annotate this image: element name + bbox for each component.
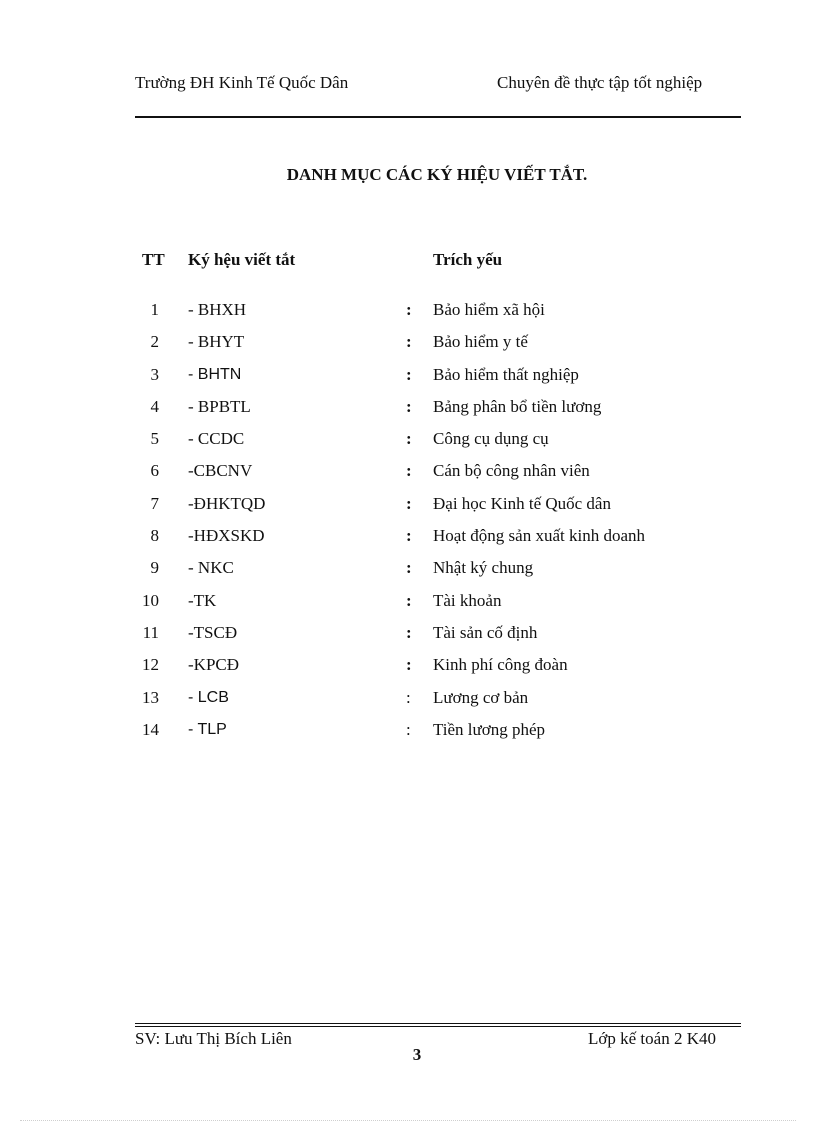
page-edge-divider bbox=[20, 1120, 796, 1121]
list-item bbox=[0, 526, 816, 558]
row-number: 2 bbox=[150, 332, 159, 352]
row-abbreviation: - BPBTL bbox=[188, 396, 251, 416]
page-number: 3 bbox=[412, 1045, 422, 1064]
row-separator: : bbox=[406, 300, 412, 319]
footer-divider-second bbox=[135, 1026, 741, 1027]
column-header-tt: TT bbox=[142, 250, 165, 269]
row-number: 13 bbox=[142, 687, 159, 707]
row-number: 7 bbox=[150, 493, 159, 513]
row-description: Bảo hiểm y tế bbox=[433, 332, 528, 352]
row-separator: : bbox=[406, 719, 411, 739]
row-separator: : bbox=[406, 364, 412, 384]
row-separator: : bbox=[406, 655, 412, 675]
row-abbreviation: -CBCNV bbox=[188, 461, 253, 481]
row-description: Lương cơ bản bbox=[433, 687, 529, 707]
list-item bbox=[0, 300, 816, 332]
row-separator: : bbox=[406, 590, 412, 610]
row-separator: : bbox=[406, 461, 412, 481]
row-abbreviation: -HĐXSKD bbox=[188, 526, 265, 546]
list-item bbox=[0, 591, 816, 623]
row-separator: : bbox=[406, 429, 412, 449]
row-number: 4 bbox=[150, 396, 159, 416]
list-item bbox=[0, 494, 816, 526]
row-number: 5 bbox=[150, 429, 159, 449]
row-description: Đại học Kinh tế Quốc dân bbox=[433, 493, 611, 513]
abbreviation-list bbox=[0, 300, 816, 752]
list-item bbox=[0, 365, 816, 397]
row-description: Tiền lương phép bbox=[433, 719, 546, 739]
row-number: 11 bbox=[142, 622, 159, 642]
row-description: Bảo hiểm thất nghiệp bbox=[433, 364, 579, 384]
row-number: 9 bbox=[150, 558, 159, 578]
footer-divider bbox=[135, 1023, 741, 1024]
row-separator: : bbox=[406, 687, 411, 707]
row-number: 14 bbox=[142, 719, 159, 739]
row-description: Hoạt động sản xuất kinh doanh bbox=[433, 526, 645, 546]
row-abbreviation: -ĐHKTQD bbox=[188, 493, 266, 513]
row-abbreviation: - CCDC bbox=[188, 429, 245, 449]
row-separator: : bbox=[406, 622, 412, 642]
footer-class-name: Lớp kế toán 2 K40 bbox=[588, 1029, 716, 1048]
row-description: Tài sản cố định bbox=[433, 622, 538, 642]
footer-student-name: SV: Lưu Thị Bích Liên bbox=[135, 1029, 292, 1048]
column-header-description: Trích yếu bbox=[433, 250, 503, 269]
row-number: 3 bbox=[150, 364, 159, 384]
row-description: Công cụ dụng cụ bbox=[433, 429, 549, 449]
row-description: Bảng phân bổ tiền lương bbox=[433, 396, 602, 416]
row-abbreviation: - BHYT bbox=[188, 332, 245, 352]
row-description: Bảo hiểm xã hội bbox=[433, 300, 545, 319]
header-report-title: Chuyên đề thực tập tốt nghiệp bbox=[497, 73, 703, 92]
page-title: DANH MỤC CÁC KÝ HIỆU VIẾT TẮT. bbox=[286, 165, 588, 184]
row-number: 1 bbox=[150, 300, 159, 319]
row-separator: : bbox=[406, 396, 412, 416]
row-separator: : bbox=[406, 332, 412, 352]
row-abbreviation: - NKC bbox=[188, 558, 234, 578]
row-number: 6 bbox=[150, 461, 159, 481]
row-separator: : bbox=[406, 526, 412, 546]
row-abbreviation: - LCB bbox=[188, 688, 229, 706]
row-abbreviation: - BHTN bbox=[188, 365, 242, 383]
row-abbreviation: - BHXH bbox=[188, 300, 247, 319]
row-abbreviation: -KPCĐ bbox=[188, 655, 240, 675]
row-separator: : bbox=[406, 493, 412, 513]
list-item bbox=[0, 688, 816, 720]
row-abbreviation: - TLP bbox=[188, 720, 227, 738]
list-item bbox=[0, 720, 816, 752]
row-number: 10 bbox=[142, 590, 159, 610]
list-item bbox=[0, 461, 816, 493]
row-description: Cán bộ công nhân viên bbox=[433, 461, 590, 481]
row-number: 8 bbox=[150, 526, 159, 546]
row-description: Tài khoản bbox=[433, 590, 502, 610]
list-item bbox=[0, 558, 816, 590]
row-description: Nhật ký chung bbox=[433, 558, 534, 578]
list-item bbox=[0, 655, 816, 687]
row-separator: : bbox=[406, 558, 412, 578]
list-item bbox=[0, 397, 816, 429]
list-item bbox=[0, 623, 816, 655]
list-item bbox=[0, 332, 816, 364]
column-header-abbreviation: Ký hệu viết tắt bbox=[188, 250, 296, 269]
row-description: Kinh phí công đoàn bbox=[433, 655, 568, 675]
header-school-name: Trường ĐH Kinh Tế Quốc Dân bbox=[135, 73, 349, 92]
list-item bbox=[0, 429, 816, 461]
header-divider bbox=[135, 116, 741, 118]
row-abbreviation: -TSCĐ bbox=[188, 622, 238, 642]
row-abbreviation: -TK bbox=[188, 590, 217, 610]
row-number: 12 bbox=[142, 655, 159, 675]
